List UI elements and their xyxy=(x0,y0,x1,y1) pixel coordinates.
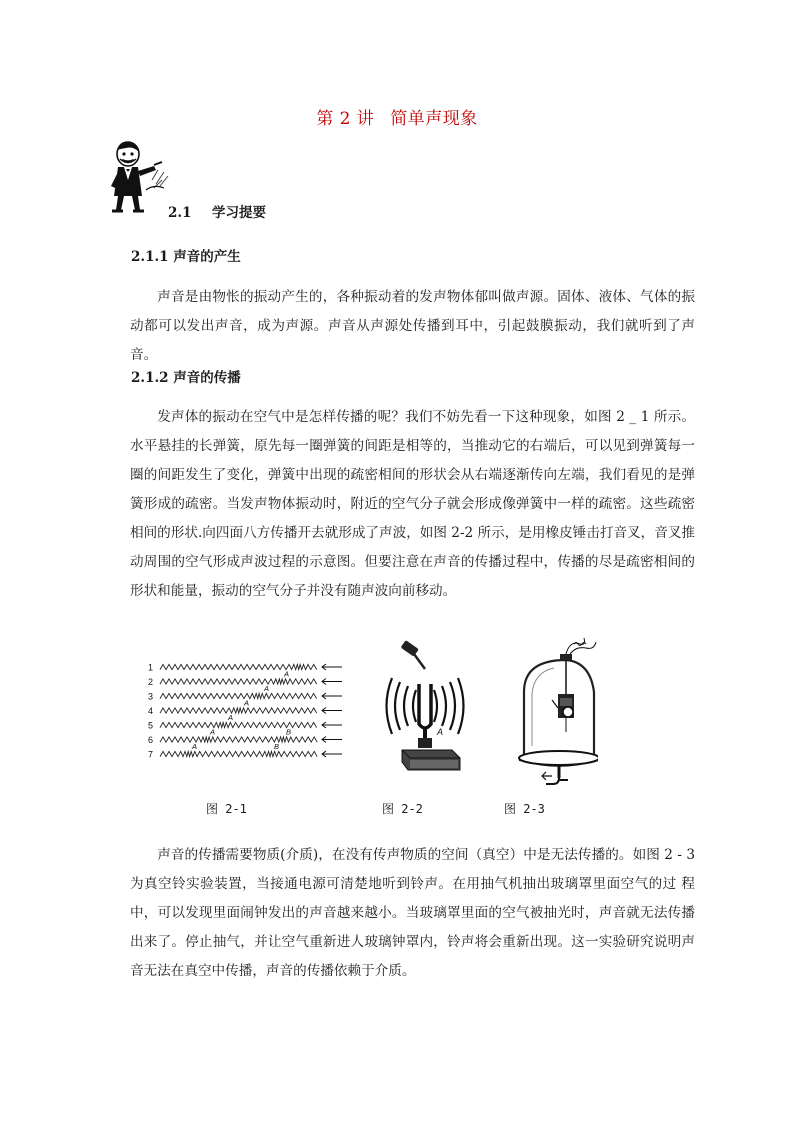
power-wire-icon xyxy=(566,638,596,654)
push-arrow-icon xyxy=(322,737,342,743)
spring-row-label: 5 xyxy=(148,720,154,731)
spring-row-label: 6 xyxy=(148,735,154,745)
fork-marker-label: A xyxy=(437,727,444,737)
spring-coil xyxy=(160,708,317,713)
sound-wave-right-icon xyxy=(434,678,464,734)
figure-vacuum-bell-jar xyxy=(510,636,598,788)
compression-marker-label: B xyxy=(286,727,292,737)
spring-coil xyxy=(160,679,317,684)
spring-row-label: 2 xyxy=(148,677,154,687)
mallet-icon xyxy=(401,640,425,669)
paragraph-sound-propagation xyxy=(130,403,695,606)
lesson-title: 简单声现象 xyxy=(390,109,478,129)
push-arrow-icon xyxy=(322,664,342,670)
spring-row-label: 7 xyxy=(148,749,154,760)
figure-tuning-fork xyxy=(384,636,466,778)
spring-coil xyxy=(160,693,317,698)
compression-marker-label: A xyxy=(284,669,290,679)
air-pump-pipe-icon xyxy=(542,765,568,784)
figure-spring-compression xyxy=(148,658,342,772)
alarm-clock-icon xyxy=(552,660,574,732)
spring-row-label: 3 xyxy=(148,691,154,702)
paragraph-sound-production xyxy=(130,283,695,370)
compression-marker-label: A xyxy=(210,727,216,737)
paragraph-text: 声音是由物怅的振动产生的，各种振动着的发声物体郁叫做声源。固体、液体、气体的振动都可以发出声音，成为声源。声音从声源处传播到耳中，引起鼓膜振动，我们就听到了声音。 xyxy=(130,289,695,363)
spring-coil xyxy=(160,722,317,727)
push-arrow-icon xyxy=(322,708,342,714)
spring-coil xyxy=(160,737,317,742)
spring-row-label: 1 xyxy=(148,662,154,673)
spring-coil xyxy=(160,751,317,756)
teacher-cartoon-icon xyxy=(108,140,174,216)
section-label: 学习提要 xyxy=(212,205,266,221)
subsection-heading-sound-propagation: 2.1.2 声音的传播 xyxy=(131,370,241,386)
figure-caption-2-1: 图 2-1 xyxy=(206,802,247,816)
spring-row-label: 4 xyxy=(148,706,154,716)
section-number: 2.1 xyxy=(168,205,192,221)
subsection-heading-sound-production: 2.1.1 声音的产生 xyxy=(131,249,241,265)
figure-caption-2-3: 图 2-3 xyxy=(504,802,545,816)
figure-caption-2-2: 图 2-2 xyxy=(382,802,423,816)
compression-marker-label: A xyxy=(192,742,198,751)
push-arrow-icon xyxy=(322,751,342,757)
push-arrow-icon xyxy=(322,679,342,685)
push-arrow-icon xyxy=(322,722,342,728)
paragraph-text: 声音的传播需要物质(介质)，在没有传声物质的空间（真空）中是无法传播的。如图 2 - 3 为真空铃实验装置，当接通电源可清楚地听到铃声。在用抽气机抽出玻璃罩里面空气的过 程中，可以发现里面闹钟发出的声音越来越小。当玻璃罩里面的空气被抽光时，声音就无法传播出来了。停止抽气，并让空气重新进人玻璃钟罩内，铃声将会重新出现。这一实验研究说明声音无法在真空中传播，声音的传播依赖于介质。 xyxy=(130,847,695,979)
lesson-number: 第 2 讲 xyxy=(316,109,375,129)
paragraph-text: 发声体的振动在空气中是怎样传播的呢？我们不妨先看一下这种现象，如图 2 _ 1 所示。 水平悬挂的长弹簧，原先每一圈弹簧的间距是相等的，当推动它的右端后，可以见到弹簧每一圈的间距发生了变化，弹簧中出现的疏密相间的形状会从右端逐渐传向左端，我们看见的是弹簧形成的疏密。当发声物体振动时，附近的空气分子就会形成像弹簧中一样的疏密。这些疏密相间的形状.向四面八方传播开去就形成了声波，如图 2-2 所示，是用橡皮锤击打音叉，音叉推动周围的空气形成声波过程的示意图。但要注意在声音的传播过程中，传播的尽是疏密相间的形状和能量，振动的空气分子并没有随声波向前移动。 xyxy=(130,409,696,599)
compression-marker-label: A xyxy=(228,713,234,722)
compression-marker-label: A xyxy=(264,684,270,693)
sound-wave-left-icon xyxy=(387,678,417,734)
section-heading xyxy=(168,201,266,221)
compression-marker-label: A xyxy=(244,698,250,708)
paragraph-medium-requirement xyxy=(130,841,695,986)
compression-marker-label: B xyxy=(274,742,280,751)
page-title xyxy=(0,104,794,129)
push-arrow-icon xyxy=(322,693,342,699)
spring-coil xyxy=(160,664,317,669)
